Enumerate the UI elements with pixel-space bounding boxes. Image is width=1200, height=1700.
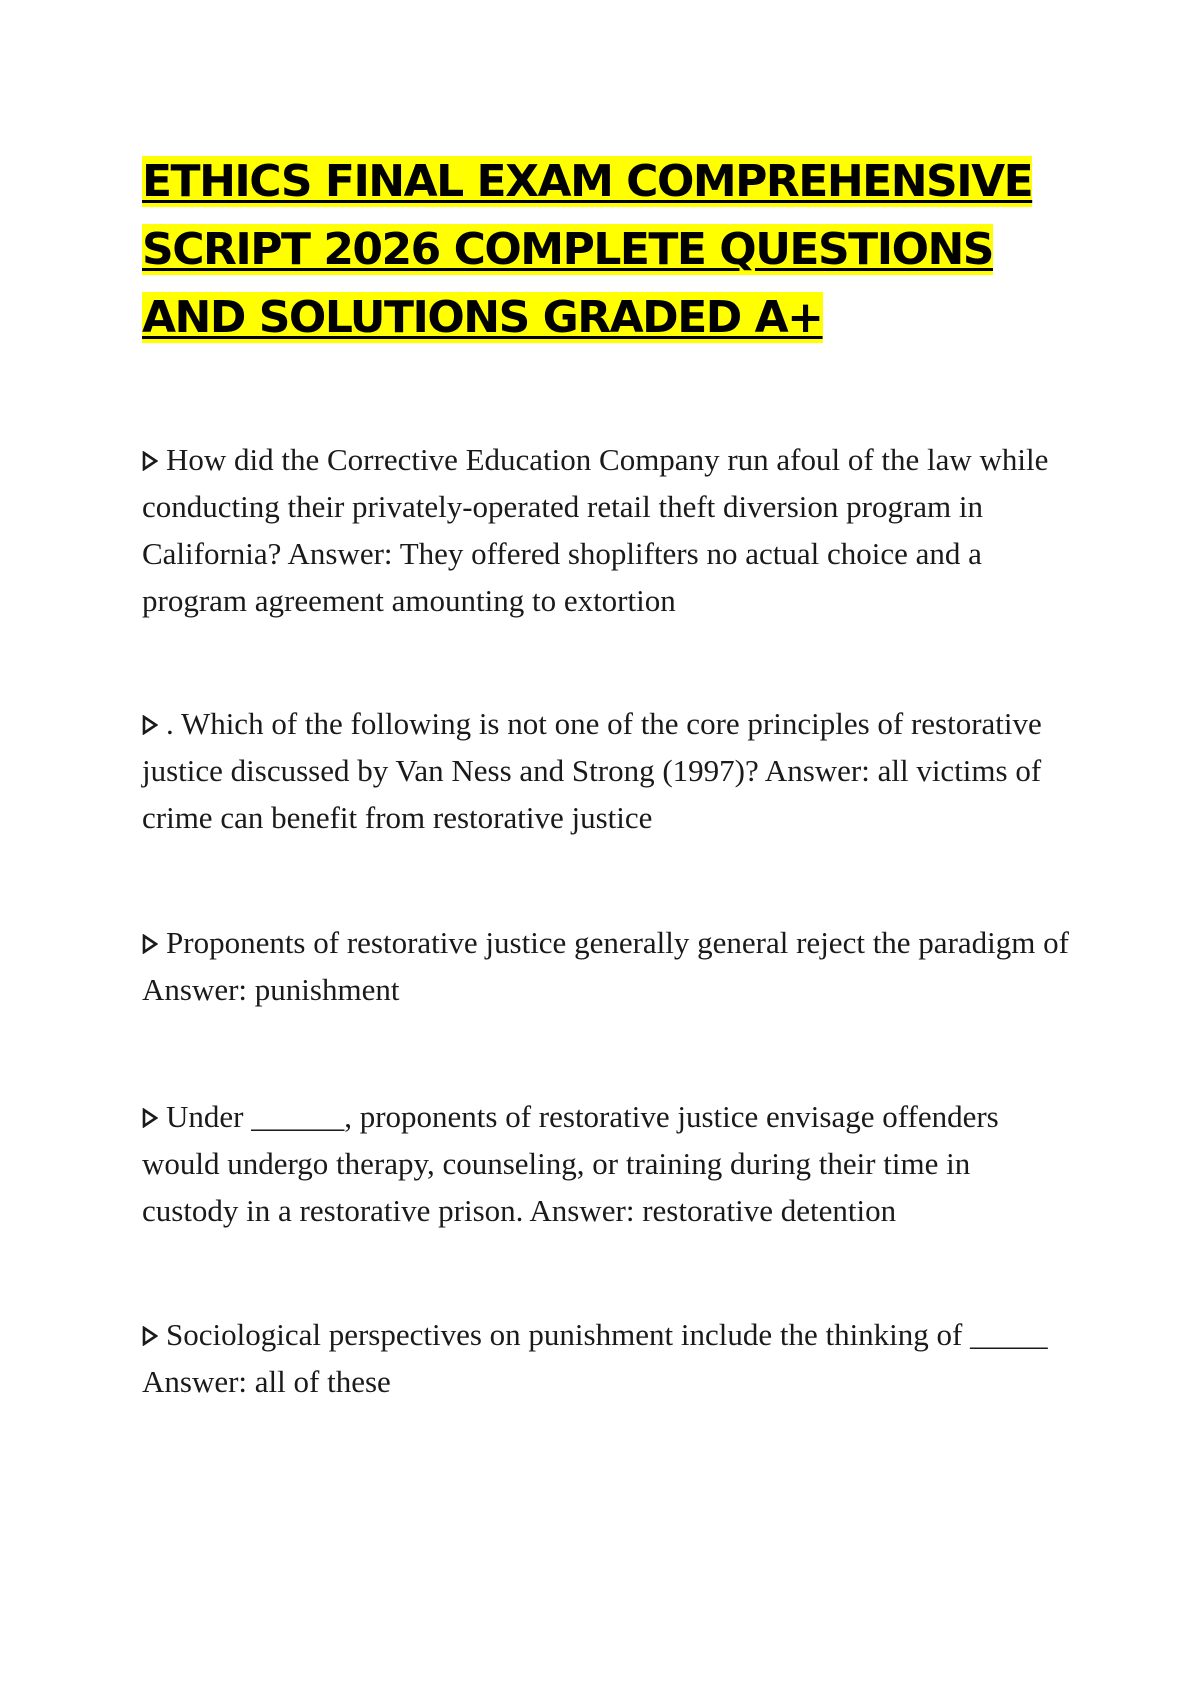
title-text: ETHICS FINAL EXAM COMPREHENSIVE SCRIPT 2026 COMPLETE QUESTIONS AND SOLUTIONS GRADED A+ [142, 156, 1033, 343]
triangle-outline-arrow-icon [142, 1108, 158, 1128]
qa-item-2 [142, 700, 1072, 841]
triangle-outline-arrow-icon [142, 715, 158, 735]
qa-item-text: How did the Corrective Education Company run afoul of the law while conducting their privately-operated retail theft diversion program in California? Answer: They offered shoplifters no actual choice and a program agreement amounting to extortion [142, 442, 1049, 618]
qa-item-text: Sociological perspectives on punishment include the thinking of _____ Answer: all of these [142, 1317, 1048, 1399]
qa-item-5 [142, 1311, 1072, 1405]
qa-item-3 [142, 919, 1072, 1013]
triangle-outline-arrow-icon [142, 1326, 158, 1346]
qa-item-1 [142, 436, 1072, 624]
qa-item-4 [142, 1093, 1072, 1234]
document-title [142, 148, 1082, 352]
qa-item-text: Proponents of restorative justice generally general reject the paradigm of Answer: punishment [142, 925, 1069, 1007]
triangle-outline-arrow-icon [142, 451, 158, 471]
triangle-outline-arrow-icon [142, 934, 158, 954]
qa-item-text: Under ______, proponents of restorative justice envisage offenders would undergo therapy, counseling, or training during their time in custody in a restorative prison. Answer: restorative detention [142, 1099, 999, 1228]
qa-item-text: . Which of the following is not one of the core principles of restorative justice discussed by Van Ness and Strong (1997)? Answer: all victims of crime can benefit from restorative justice [142, 706, 1042, 835]
